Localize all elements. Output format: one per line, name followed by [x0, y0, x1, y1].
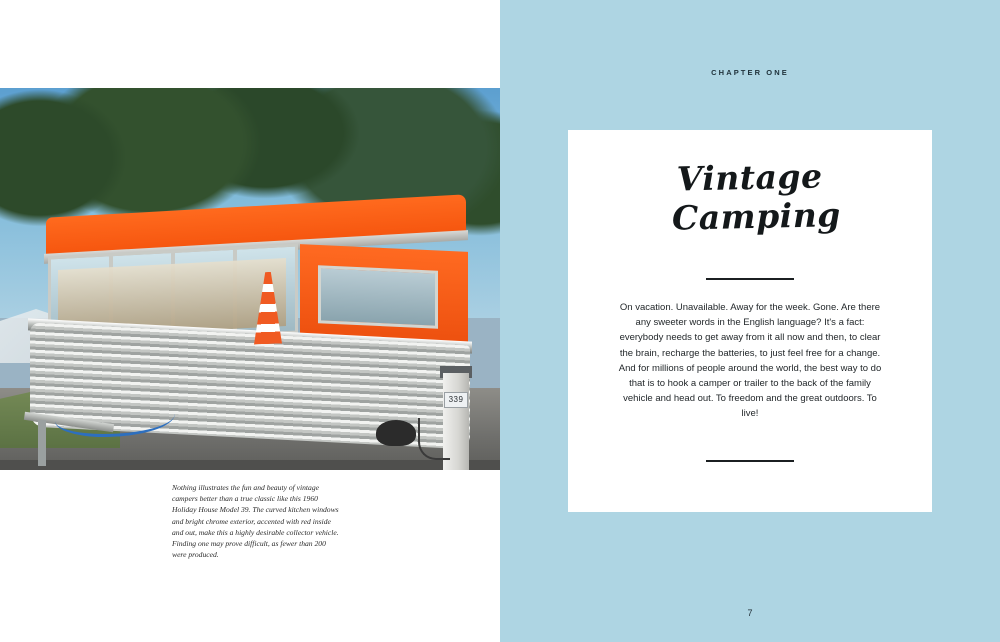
- divider-bottom: [706, 460, 794, 462]
- ground-shadow: [0, 460, 500, 470]
- trailer-jack: [38, 420, 46, 466]
- right-page: [500, 0, 1000, 642]
- vintage-trailer-photo: [0, 88, 500, 470]
- photo-caption: Nothing illustrates the fun and beauty of vintage campers better than a true classic like this 1960 Holiday House Model 39. The curved kitchen windows and bright chrome exterior, accented with red inside and out, make this a highly desirable collector vehicle. Finding one may prove difficult, as fewer than 200 were produced.: [172, 483, 339, 560]
- page-number: 7: [747, 608, 753, 618]
- chapter-title-card: [568, 130, 932, 512]
- trailer-wheel: [376, 420, 416, 446]
- chapter-title-line-1: Vintage: [676, 156, 823, 199]
- trailer-side-window: [318, 265, 438, 328]
- divider-top: [706, 278, 794, 280]
- chapter-label: CHAPTER ONE: [711, 68, 789, 77]
- chapter-intro-text: On vacation. Unavailable. Away for the week. Gone. Are there any sweeter words in the English language? It's a fact: everybody needs to get away from it all now and then, to clear the brain, recharge the batteries, to just feel free for a change. And for millions of people around the world, the best way to do that is to hook a camper or trailer to the back of the family vehicle and head out. To freedom and the great outdoors. To live!: [618, 302, 882, 420]
- chapter-title-line-2: Camping: [671, 195, 842, 238]
- chapter-title: [567, 154, 933, 240]
- site-number-tag: 339: [444, 392, 468, 408]
- power-cord: [418, 418, 450, 460]
